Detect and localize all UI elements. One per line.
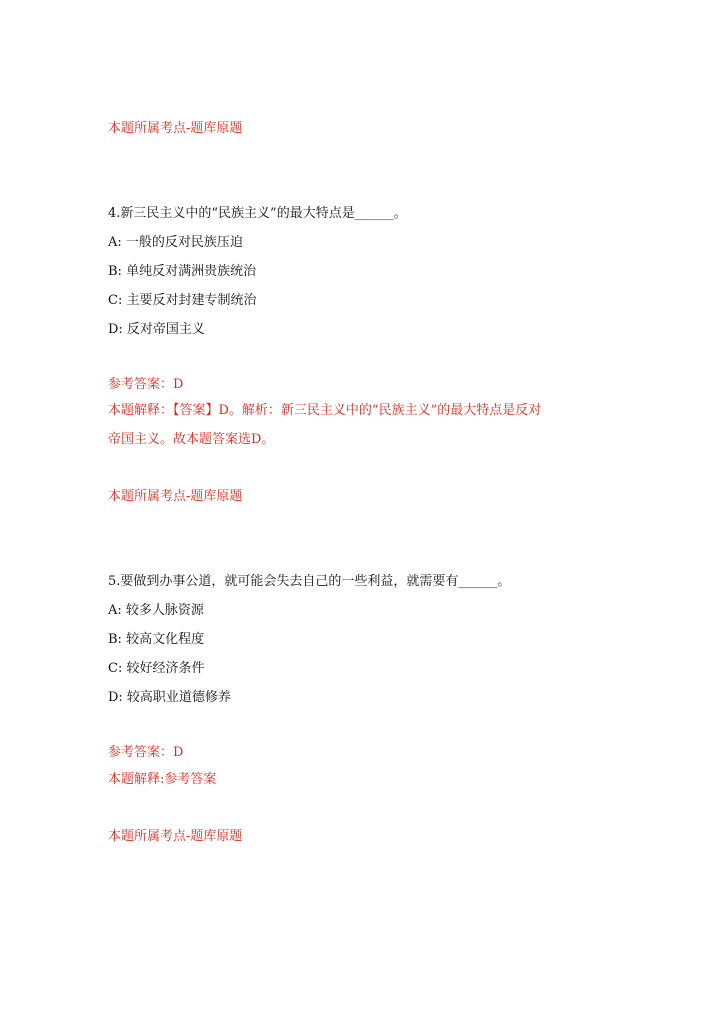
q5-explanation: 本题解释:参考答案: [108, 772, 217, 787]
q5-option-c: C: 较好经济条件: [108, 661, 205, 676]
q5-option-a: A: 较多人脉资源: [108, 603, 204, 618]
q4-answer: 参考答案：D: [108, 377, 184, 392]
q5-stem: 5.要做到办事公道，就可能会失去自己的一些利益，就需要有______。: [108, 574, 511, 589]
q4-option-c: C: 主要反对封建专制统治: [108, 293, 257, 308]
q4-explanation-line2: 帝国主义。故本题答案选D。: [108, 432, 275, 447]
q4-option-d: D: 反对帝国主义: [108, 322, 205, 337]
q4-option-a: A: 一般的反对民族压迫: [108, 235, 243, 250]
q5-answer: 参考答案：D: [108, 745, 184, 760]
q5-option-b: B: 较高文化程度: [108, 632, 205, 647]
q3-source-label: 本题所属考点-题库原题: [108, 121, 243, 136]
q4-stem: 4.新三民主义中的“民族主义”的最大特点是______。: [108, 206, 407, 221]
q4-explanation-line1: 本题解释：【答案】D。解析：新三民主义中的“民族主义”的最大特点是反对: [108, 403, 542, 418]
q4-source-label: 本题所属考点-题库原题: [108, 489, 243, 504]
q5-source-label: 本题所属考点-题库原题: [108, 829, 243, 844]
q5-option-d: D: 较高职业道德修养: [108, 690, 231, 705]
q4-option-b: B: 单纯反对满洲贵族统治: [108, 264, 257, 279]
